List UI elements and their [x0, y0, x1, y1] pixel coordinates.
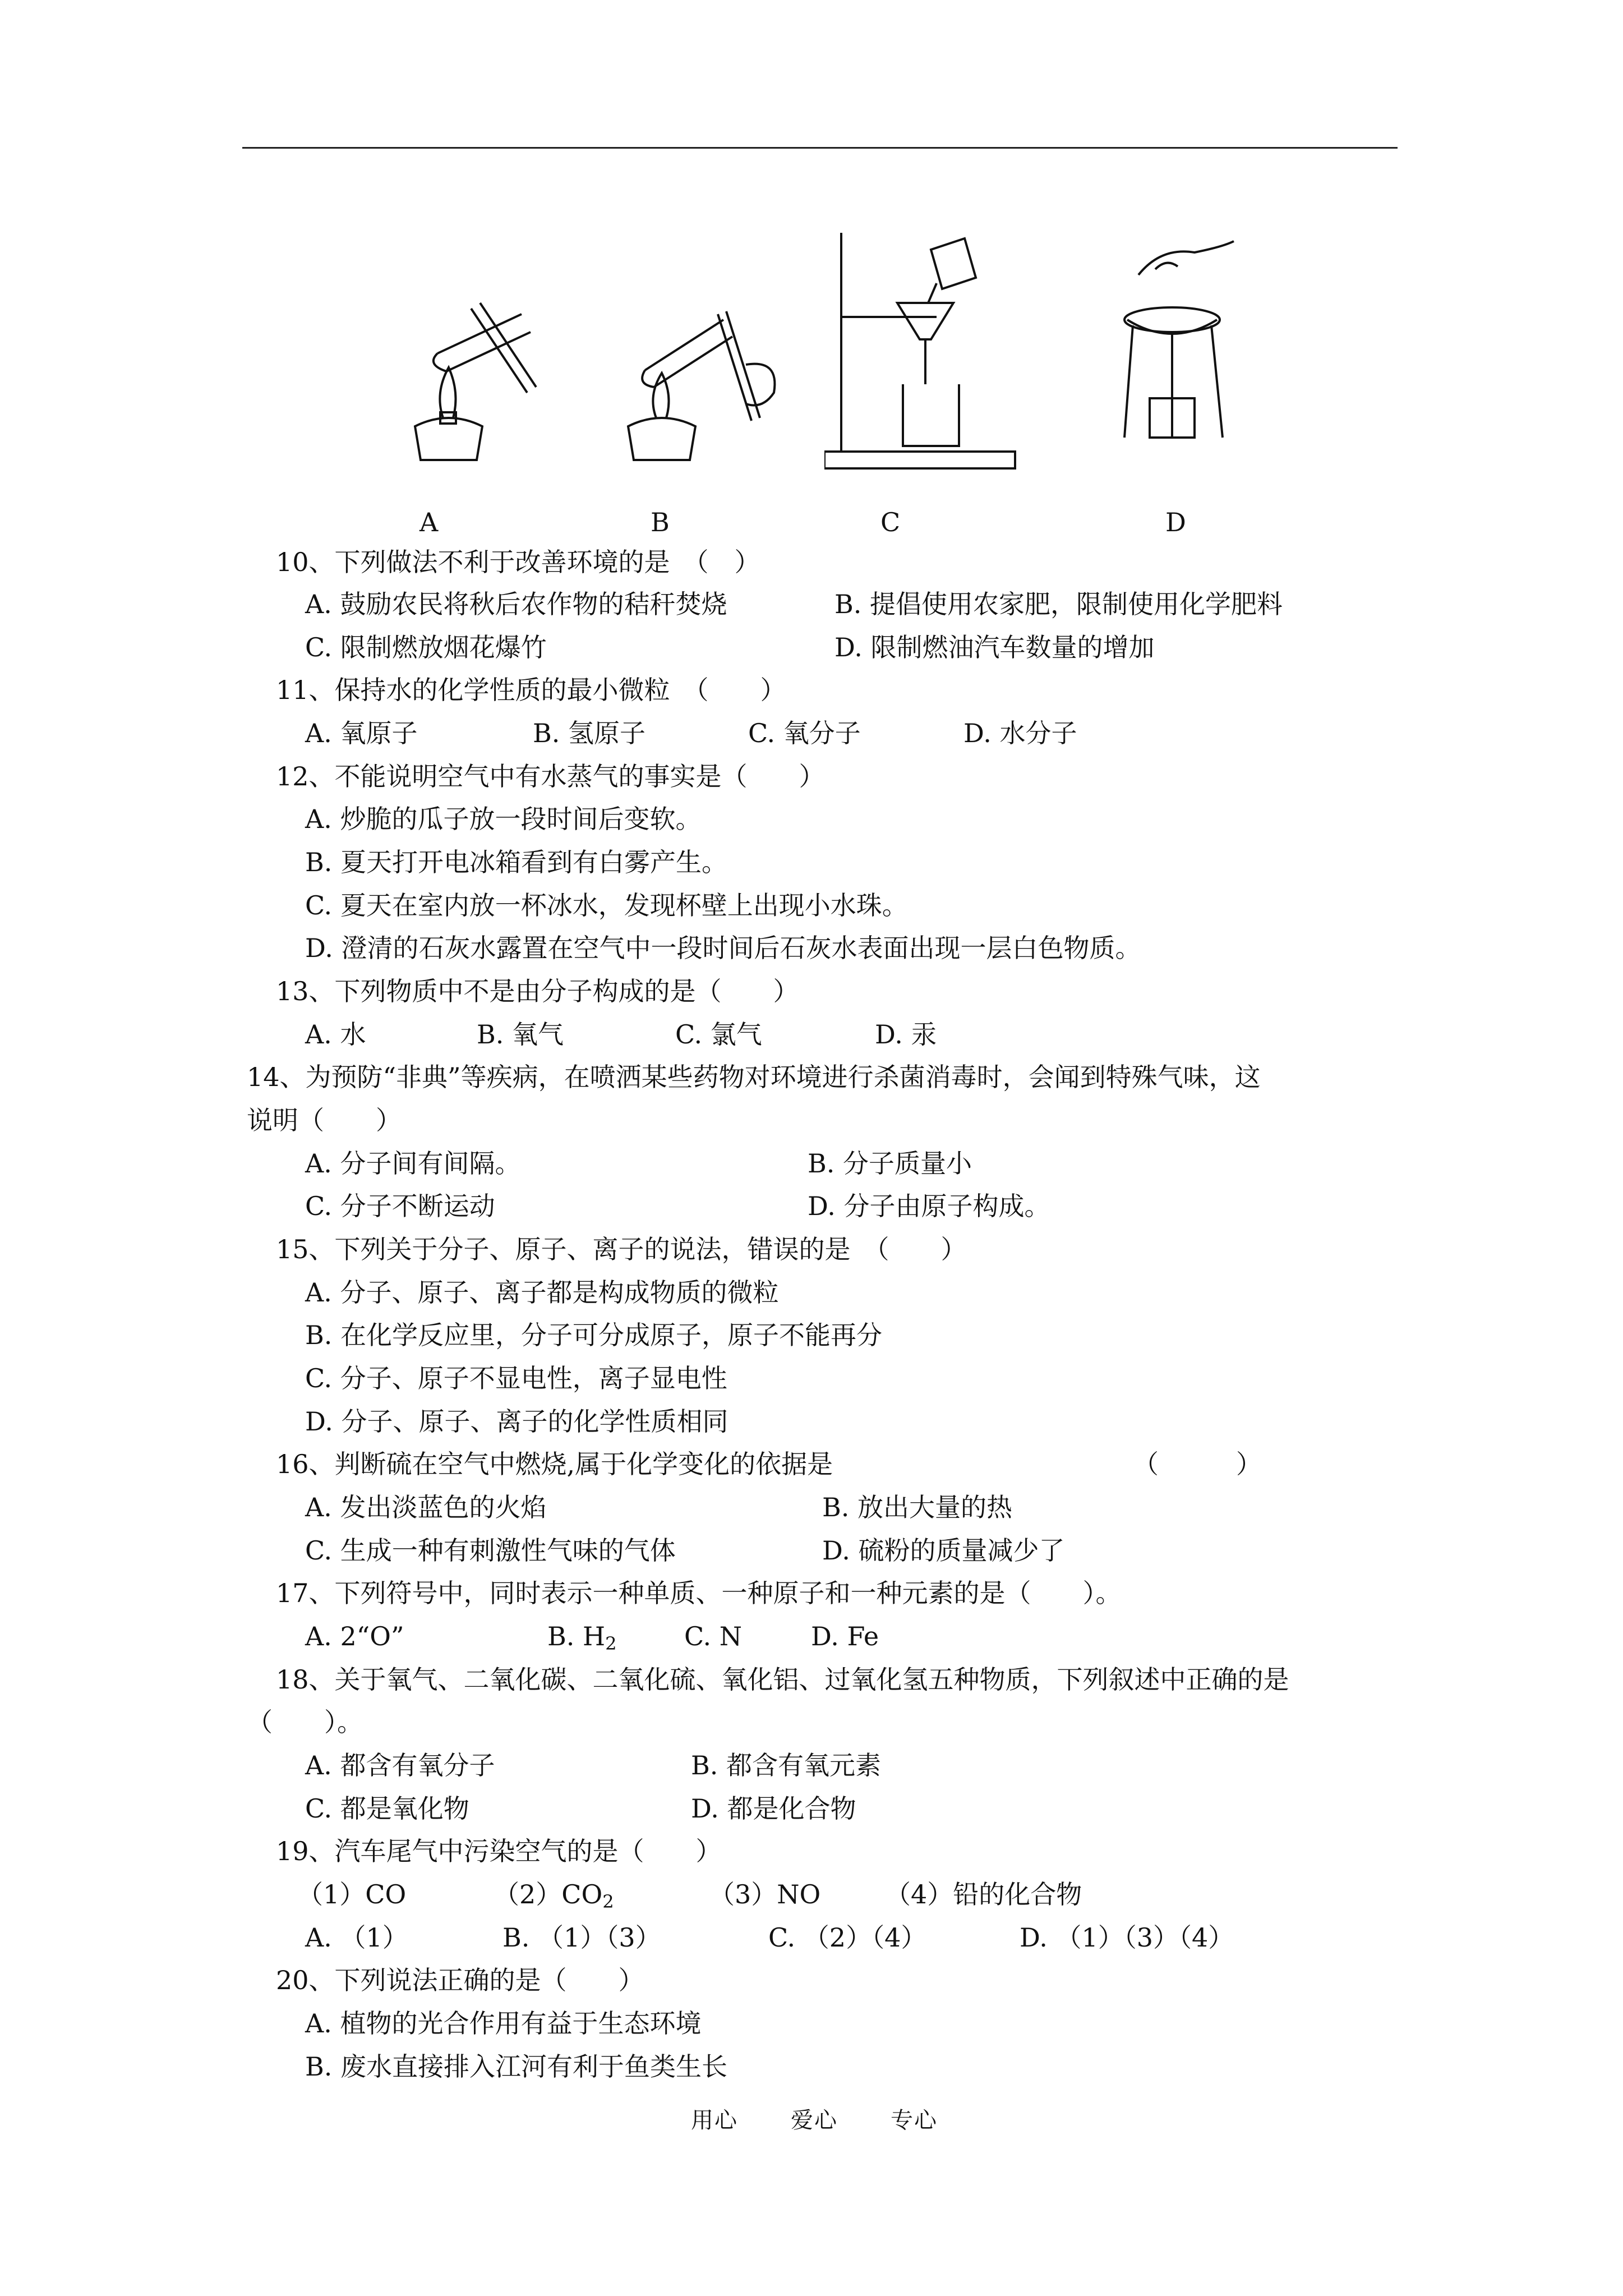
q19-item-3: （3）NO [709, 1879, 821, 1910]
q12-option-c: C. 夏天在室内放一杯冰水，发现杯壁上出现小水珠。 [305, 890, 908, 921]
q14-option-a: A. 分子间有间隔。 [305, 1148, 521, 1179]
header-rule [242, 147, 1398, 149]
q10-option-b: B. 提倡使用农家肥，限制使用化学肥料 [834, 589, 1283, 619]
q18-option-a: A. 都含有氧分子 [305, 1750, 495, 1780]
q16-option-c: C. 生成一种有刺激性气味的气体 [305, 1535, 676, 1566]
q11-option-d: D. 水分子 [963, 718, 1077, 748]
q19-item-2 [494, 1876, 614, 1920]
figure-label-d: D [1165, 507, 1186, 537]
q14-option-d: D. 分子由原子构成。 [808, 1191, 1050, 1221]
q20-option-b: B. 废水直接排入江河有利于鱼类生长 [305, 2051, 728, 2082]
footer-word-1: 用心 [691, 2108, 738, 2133]
q17-option-b-subscript: 2 [605, 1633, 617, 1655]
question-16-stem: 16、判断硫在空气中燃烧,属于化学变化的依据是 [276, 1449, 833, 1479]
question-18-stem-line1: 18、关于氧气、二氧化碳、二氧化硫、氧化铝、过氧化氢五种物质，下列叙述中正确的是 [276, 1664, 1289, 1695]
question-12-stem: 12、不能说明空气中有水蒸气的事实是（ ） [276, 761, 825, 792]
figure-b-test-tube-hand [611, 224, 791, 466]
figure-label-b: B [651, 507, 670, 537]
q19-item-4: （4）铅的化合物 [885, 1879, 1082, 1910]
figure-a-test-tube-heating [387, 224, 544, 466]
q15-option-d: D. 分子、原子、离子的化学性质相同 [305, 1406, 728, 1437]
q15-option-a: A. 分子、原子、离子都是构成物质的微粒 [305, 1277, 779, 1308]
q12-option-b: B. 夏天打开电冰箱看到有白雾产生。 [305, 847, 728, 877]
q20-option-a: A. 植物的光合作用有益于生态环境 [305, 2008, 702, 2039]
q17-option-c: C. N [684, 1621, 743, 1651]
q19-option-d: D. （1）（3）（4） [1020, 1922, 1234, 1953]
q16-answer-blank: （ ） [1133, 1449, 1262, 1479]
q13-option-c: C. 氯气 [675, 1019, 762, 1050]
footer-word-3: 专心 [891, 2108, 938, 2133]
q16-option-b: B. 放出大量的热 [822, 1492, 1013, 1522]
figure-c-filtration [824, 227, 1032, 474]
q17-option-d: D. Fe [811, 1621, 879, 1651]
question-14-stem-line1: 14、为预防“非典”等疾病，在喷洒某些药物对环境进行杀菌消毒时，会闻到特殊气味，这 [247, 1062, 1261, 1092]
q18-option-b: B. 都含有氧元素 [691, 1750, 882, 1780]
question-13-stem: 13、下列物质中不是由分子构成的是（ ） [276, 976, 799, 1006]
q16-option-a: A. 发出淡蓝色的火焰 [305, 1492, 547, 1522]
footer-word-2: 爱心 [791, 2108, 838, 2133]
q17-option-b-text: B. H [547, 1621, 606, 1651]
q13-option-b: B. 氧气 [477, 1019, 564, 1050]
q19-item-2-subscript: 2 [602, 1891, 614, 1913]
figure-label-a: A [419, 507, 439, 537]
q17-option-a: A. 2“O” [305, 1621, 404, 1651]
q13-option-d: D. 汞 [875, 1019, 937, 1050]
q17-option-b [547, 1618, 617, 1662]
q14-option-b: B. 分子质量小 [808, 1148, 972, 1179]
q19-option-a: A. （1） [305, 1922, 408, 1953]
question-18-stem-line2: （ ）。 [247, 1707, 363, 1737]
q12-option-d: D. 澄清的石灰水露置在空气中一段时间后石灰水表面出现一层白色物质。 [305, 933, 1141, 963]
q11-option-b: B. 氢原子 [533, 718, 646, 748]
question-20-stem: 20、下列说法正确的是（ ） [276, 1965, 644, 1995]
q13-option-a: A. 水 [305, 1019, 366, 1050]
q10-option-a: A. 鼓励农民将秋后农作物的秸秆焚烧 [305, 589, 727, 619]
question-10-stem: 10、下列做法不利于改善环境的是 （ ） [276, 547, 760, 577]
q15-option-b: B. 在化学反应里，分子可分成原子，原子不能再分 [305, 1320, 883, 1350]
q11-option-a: A. 氧原子 [305, 718, 418, 748]
question-14-stem-line2: 说明（ ） [247, 1105, 402, 1135]
q11-option-c: C. 氧分子 [748, 718, 861, 748]
q15-option-c: C. 分子、原子不显电性，离子显电性 [305, 1363, 727, 1393]
question-15-stem: 15、下列关于分子、原子、离子的说法，错误的是 （ ） [276, 1234, 967, 1264]
figure-label-c: C [880, 507, 901, 537]
q19-item-1: （1）CO [297, 1879, 407, 1910]
q18-option-d: D. 都是化合物 [691, 1793, 856, 1824]
q14-option-c: C. 分子不断运动 [305, 1191, 495, 1221]
q10-option-c: C. 限制燃放烟花爆竹 [305, 632, 547, 662]
figure-d-evaporation [1116, 236, 1245, 449]
q12-option-a: A. 炒脆的瓜子放一段时间后变软。 [305, 804, 702, 834]
q19-item-2-text: （2）CO [494, 1879, 603, 1910]
q10-option-d: D. 限制燃油汽车数量的增加 [834, 632, 1155, 662]
question-17-stem: 17、下列符号中，同时表示一种单质、一种原子和一种元素的是（ ）。 [276, 1578, 1122, 1608]
q16-option-d: D. 硫粉的质量减少了 [822, 1535, 1065, 1566]
q19-option-c: C. （2）（4） [768, 1922, 927, 1953]
q18-option-c: C. 都是氧化物 [305, 1793, 469, 1824]
question-19-stem: 19、汽车尾气中污染空气的是（ ） [276, 1836, 722, 1866]
q19-option-b: B. （1）（3） [502, 1922, 661, 1953]
question-11-stem: 11、保持水的化学性质的最小微粒 （ ） [276, 675, 786, 705]
